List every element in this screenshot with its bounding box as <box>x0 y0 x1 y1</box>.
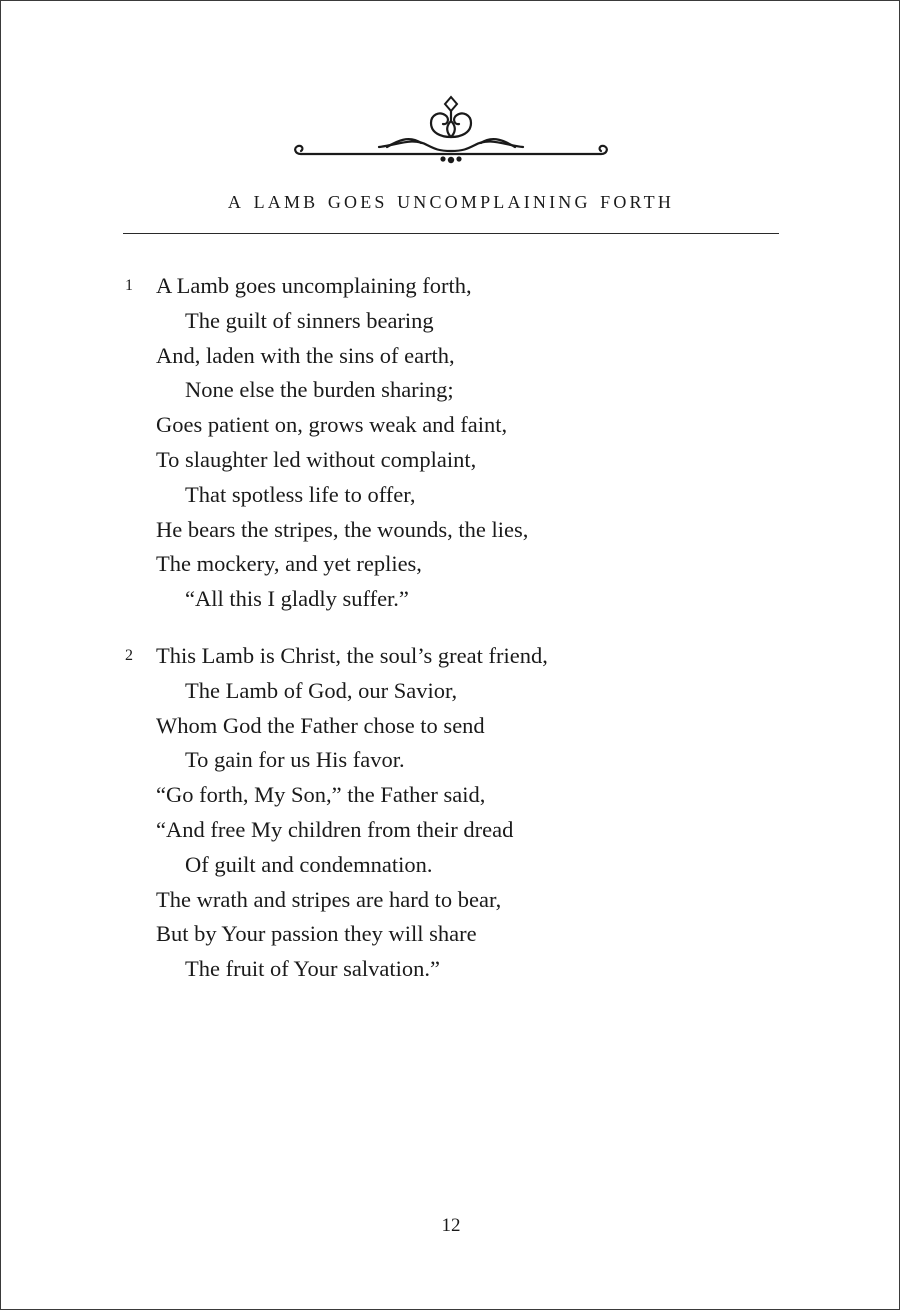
verse-line: This Lamb is Christ, the soul’s great friend, <box>156 643 548 668</box>
verse-line: And, laden with the sins of earth, <box>156 342 455 368</box>
verse-line: To gain for us His favor. <box>185 747 405 773</box>
verse-line: That spotless life to offer, <box>185 481 416 507</box>
verse-line: Goes patient on, grows weak and faint, <box>156 412 508 438</box>
hymn-title: a lamb goes uncomplaining forth <box>227 187 675 214</box>
verse-line: “Go forth, My Son,” the Father said, <box>156 782 486 808</box>
verse-line: The Lamb of God, our Savior, <box>185 677 458 703</box>
flourish-divider-icon <box>287 93 615 167</box>
verse-line: None else the burden sharing; <box>185 377 454 403</box>
verse-line: The mockery, and yet replies, <box>156 551 422 577</box>
verse-line: Of guilt and condemnation. <box>185 851 433 877</box>
verse-line: But by Your passion they will share <box>156 921 477 947</box>
verse-line: The wrath and stripes are hard to bear, <box>156 886 502 912</box>
verse-line: Whom God the Father chose to send <box>156 712 485 738</box>
verse-line: He bears the stripes, the wounds, the lies, <box>156 516 529 542</box>
stanza-lines <box>156 639 716 987</box>
verse-line: “All this I gladly suffer.” <box>185 586 409 612</box>
verse-line: A Lamb goes uncomplaining forth, <box>156 273 472 298</box>
stanza-lines <box>156 269 716 617</box>
verse-line: To slaughter led without complaint, <box>156 446 477 472</box>
verse-number: 1 <box>125 277 133 294</box>
verse-line: The fruit of Your salvation.” <box>185 956 440 982</box>
verse-line: The guilt of sinners bearing <box>185 307 434 333</box>
page-number: 12 <box>441 1215 461 1236</box>
verse-number: 2 <box>125 647 133 664</box>
title-divider <box>123 233 779 234</box>
verse-line: “And free My children from their dread <box>156 816 514 842</box>
